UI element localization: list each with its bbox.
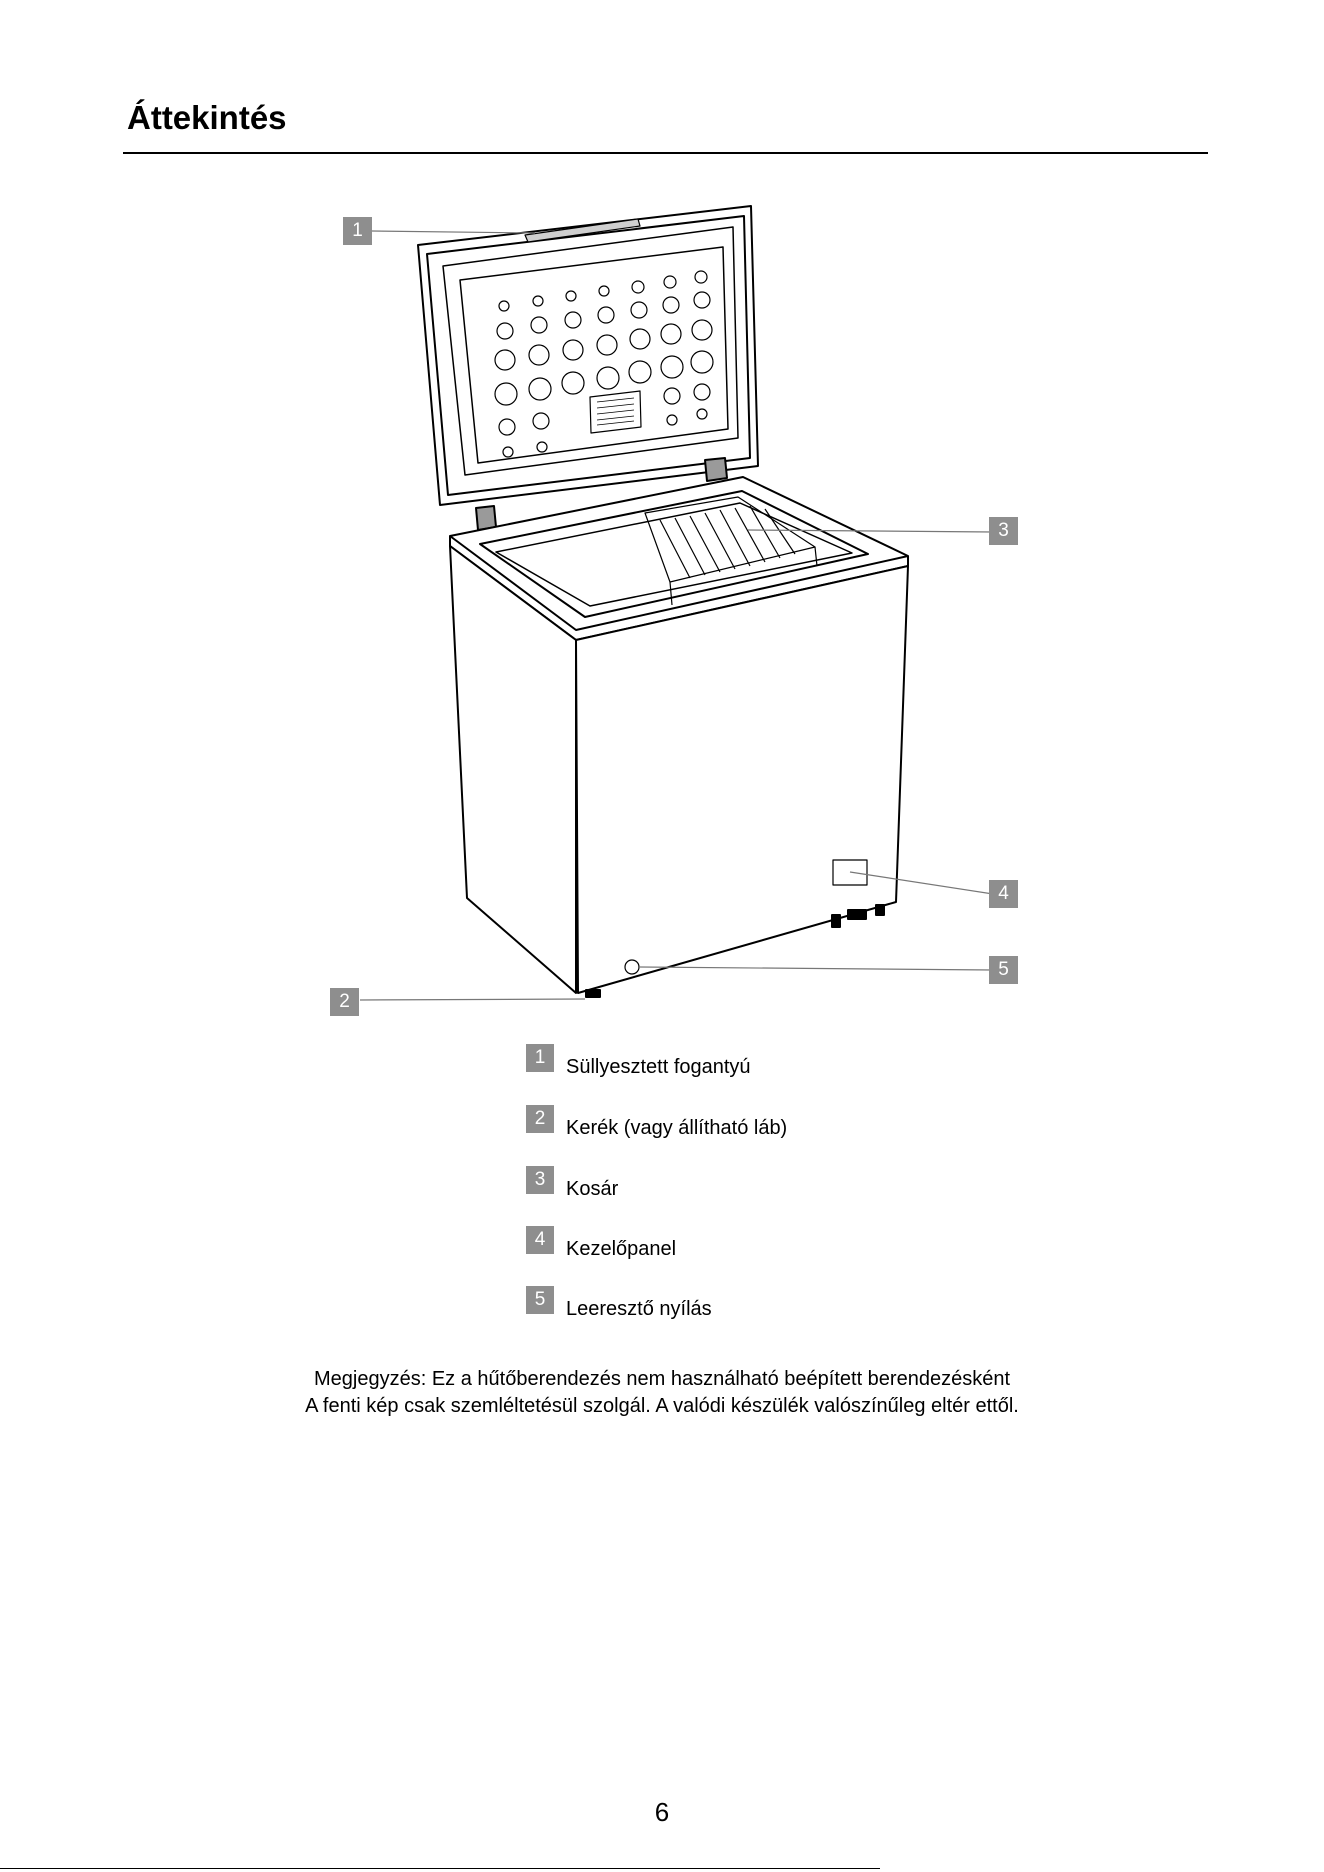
- callout-1: 1: [343, 217, 372, 245]
- legend-label: Kosár: [566, 1178, 619, 1200]
- legend-label: Leeresztő nyílás: [566, 1298, 712, 1320]
- legend-item: [526, 1286, 1046, 1322]
- page-number: 6: [654, 1797, 670, 1827]
- page-title: Áttekintés: [127, 99, 287, 136]
- legend-label: Kerék (vagy állítható láb): [566, 1117, 788, 1139]
- legend-item: [526, 1226, 1046, 1262]
- legend-item: [526, 1105, 1046, 1141]
- legend-badge: 4: [526, 1226, 554, 1254]
- callout-5: 5: [989, 956, 1018, 984]
- cabinet-front: [576, 566, 908, 993]
- legend-item: [526, 1044, 1046, 1080]
- callout-4: 4: [989, 880, 1018, 908]
- note-line-2: A fenti kép csak szemléltetésül szolgál. A valódi készülék valószínűleg eltér ettől.: [305, 1395, 1019, 1417]
- legend-badge: 1: [526, 1044, 554, 1072]
- callout-2: 2: [330, 988, 359, 1016]
- legend-badge: 5: [526, 1286, 554, 1314]
- legend-label: Kezelőpanel: [566, 1238, 677, 1260]
- footer-rule: [0, 1868, 880, 1869]
- callout-3: 3: [989, 517, 1018, 545]
- legend-badge: 3: [526, 1166, 554, 1194]
- hinge-right: [705, 458, 727, 481]
- legend-badge: 2: [526, 1105, 554, 1133]
- note-line-1: Megjegyzés: Ez a hűtőberendezés nem használható beépített berendezésként: [313, 1368, 1010, 1390]
- legend-label: Süllyesztett fogantyú: [566, 1056, 751, 1078]
- legend-item: [526, 1166, 1046, 1202]
